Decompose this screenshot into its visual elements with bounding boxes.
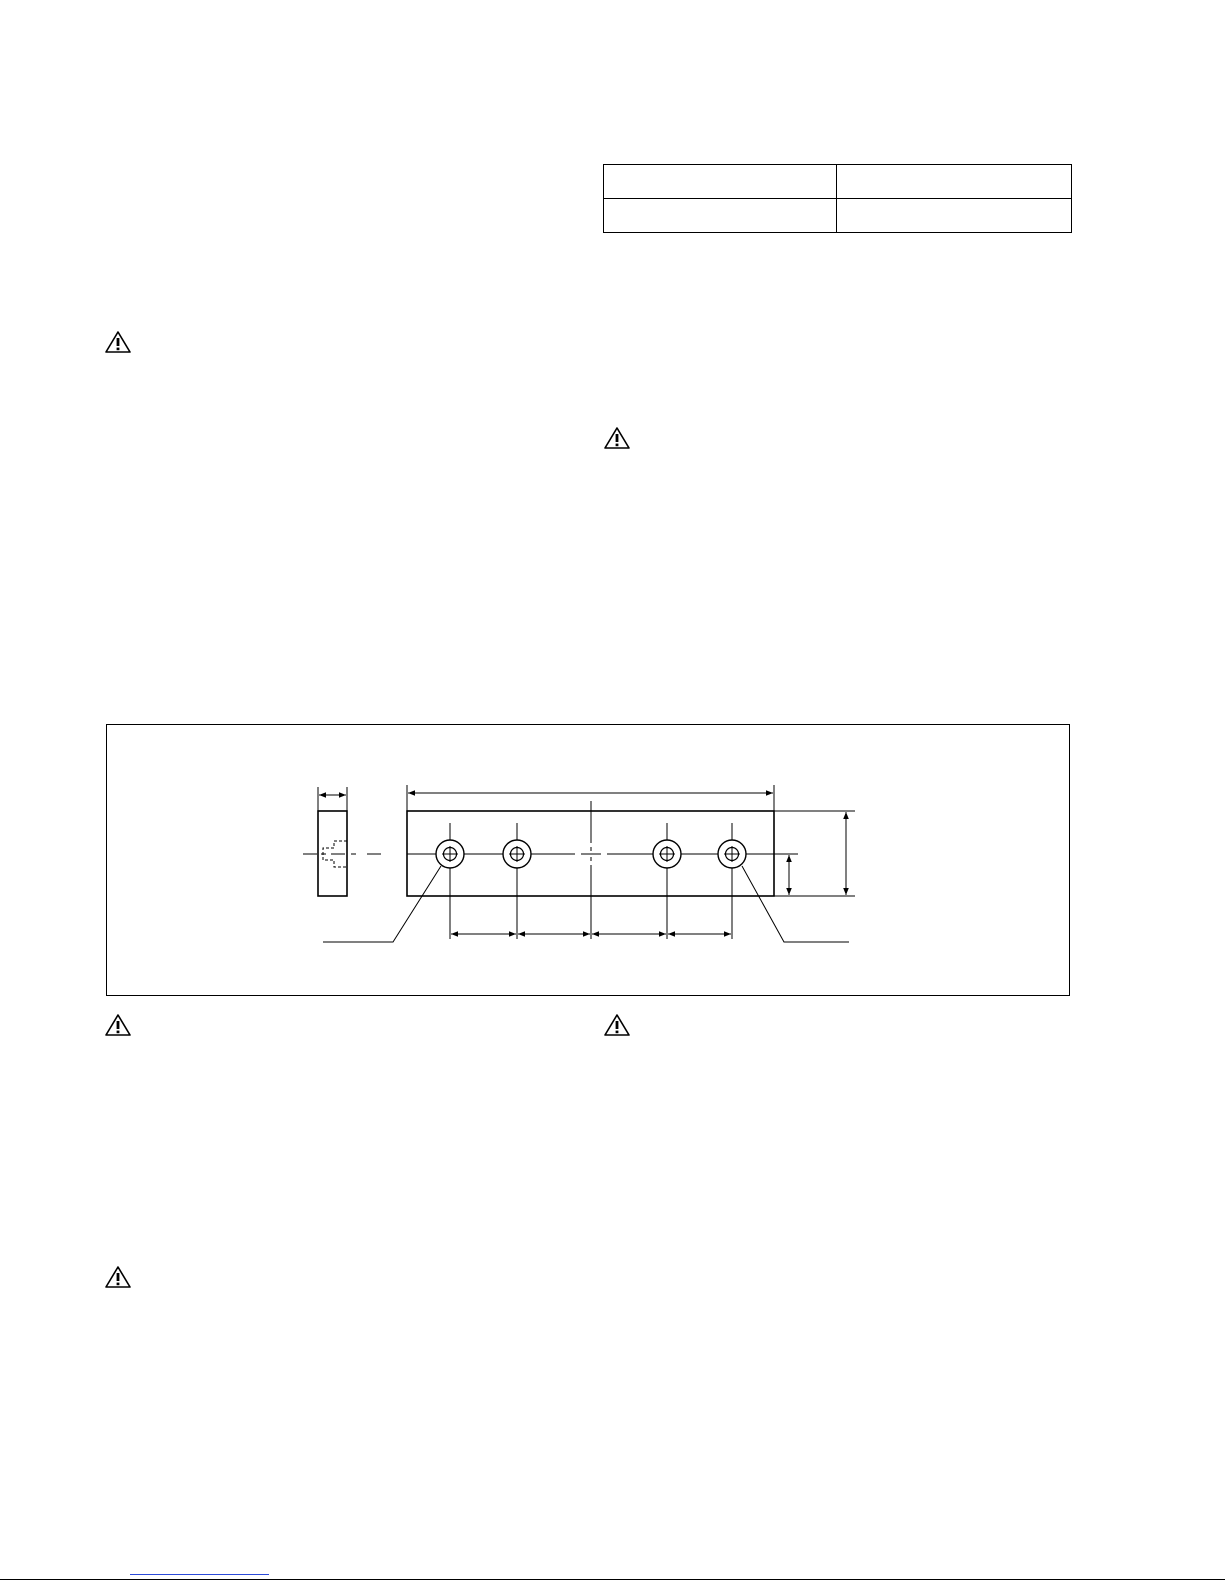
mounting-hole <box>653 823 681 939</box>
table-row <box>604 165 1072 199</box>
warning-triangle-icon <box>104 1013 132 1037</box>
height-dimensions <box>774 811 855 896</box>
front-view <box>323 785 855 942</box>
spec-table <box>603 164 1072 233</box>
warning-triangle-icon <box>603 1013 631 1037</box>
footer-rule <box>0 1579 1225 1580</box>
callout-leader-left <box>323 866 441 942</box>
footer-link-underline <box>130 1574 269 1575</box>
mounting-hole <box>718 823 746 939</box>
side-view <box>303 787 381 896</box>
warning-triangle-icon <box>603 426 631 450</box>
table-cell <box>837 199 1072 233</box>
callout-leader-right <box>742 866 849 942</box>
mounting-bracket-drawing <box>106 724 1070 996</box>
table-row <box>604 199 1072 233</box>
warning-triangle-icon <box>104 1265 132 1289</box>
table-cell <box>837 165 1072 199</box>
table-cell <box>604 199 837 233</box>
table-cell <box>604 165 837 199</box>
mounting-bracket-diagram <box>107 725 1069 995</box>
warning-triangle-icon <box>104 330 132 354</box>
mounting-hole <box>503 823 531 939</box>
mounting-hole <box>436 823 464 939</box>
